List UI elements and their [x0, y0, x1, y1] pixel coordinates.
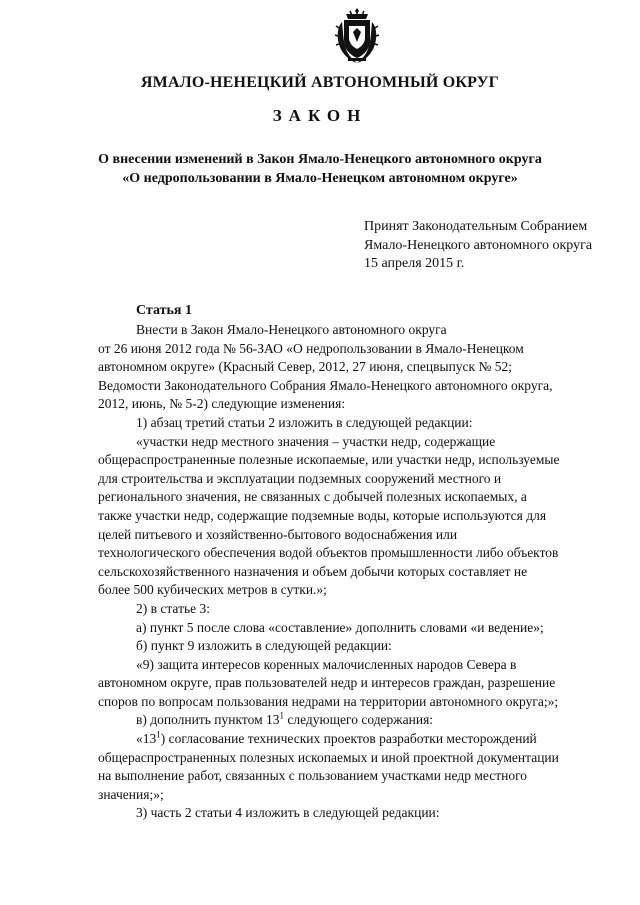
article-title: Статья 1	[136, 303, 192, 318]
text-line: для строительства и эксплуатации подземных сооружений местного и	[98, 470, 502, 486]
law-subtitle	[40, 150, 600, 188]
text-line: технологического обеспечения водой объектов промышленности либо объектов	[98, 545, 559, 561]
text-line: от 26 июня 2012 года № 56-ЗАО «О недропользовании в Ямало-Ненецком	[98, 340, 524, 356]
text-line	[98, 711, 612, 730]
text-line: общераспространенные полезные ископаемые, или участки недр, используемые	[98, 452, 560, 468]
text-fragment: «13	[136, 731, 157, 747]
text-line: Внести в Закон Ямало-Ненецкого автономного округа	[136, 322, 447, 337]
text-line: целей питьевого и хозяйственно-бытового водоснабжения или	[98, 526, 458, 542]
adoption-line: 15 апреля 2015 г.	[364, 256, 465, 271]
subtitle-line: «О недропользовании в Ямало-Ненецком автономном округе»	[122, 171, 518, 186]
text-line: «9) защита интересов коренных малочисленных народов Севера в	[136, 656, 517, 672]
text-line: 2) в статье 3:	[136, 600, 210, 616]
coat-of-arms-emblem-icon	[332, 6, 382, 66]
superscript: 1	[156, 730, 161, 740]
text-line: б) пункт 9 изложить в следующей редакции:	[136, 638, 392, 654]
text-line: 1) абзац третий статьи 2 изложить в следующей редакции:	[136, 414, 473, 430]
text-line: значения;»;	[98, 786, 164, 802]
text-fragment: в) дополнить пунктом 13	[136, 712, 280, 728]
text-line: на выполнение работ, связанных с пользованием участками недр местного	[98, 768, 528, 784]
text-line: также участки недр, содержащие подземные воды, которые используются для	[98, 507, 547, 523]
text-fragment: ) согласование технических проектов разработки месторождений	[160, 731, 537, 747]
text-line: а) пункт 5 после слова «составление» дополнить словами «и ведение»;	[136, 619, 544, 635]
adoption-line: Ямало-Ненецкого автономного округа	[364, 237, 593, 253]
article-body	[98, 321, 612, 823]
subtitle-line: О внесении изменений в Закон Ямало-Ненецкого автономного округа	[98, 152, 542, 167]
adoption-note	[364, 218, 592, 274]
text-line: споров по вопросам пользования недрами на территории автономного округа;»;	[98, 693, 559, 709]
text-line: «участки недр местного значения – участки недр, содержащие	[136, 433, 496, 449]
text-line: 3) часть 2 статьи 4 изложить в следующей редакции:	[136, 805, 440, 821]
superscript: 1	[279, 711, 284, 721]
text-line: регионального значения, не связанных с добычей полезных ископаемых, а	[98, 489, 527, 505]
text-line: сельскохозяйственного назначения и объем добычи которых составляет не	[98, 563, 528, 579]
text-line: Ведомости Законодательного Собрания Ямало-Ненецкого автономного округа,	[98, 377, 553, 393]
adoption-line: Принят Законодательным Собранием	[364, 219, 588, 234]
document-type: ЗАКОН	[272, 106, 368, 125]
text-line: более 500 кубических метров в сутки.»;	[98, 582, 327, 598]
text-line	[98, 730, 612, 749]
text-line: общераспространенных полезных ископаемых и иной проектной документации	[98, 749, 559, 765]
text-line: автономном округе, прав пользователей недр и интересов граждан, разрешение	[98, 675, 556, 691]
text-line: 2012, июнь, № 5-2) следующие изменения:	[98, 396, 346, 412]
text-fragment: следующего содержания:	[284, 712, 434, 728]
region-name: ЯМАЛО-НЕНЕЦКИЙ АВТОНОМНЫЙ ОКРУГ	[140, 74, 500, 91]
text-line: автономном округе» (Красный Север, 2012, 27 июня, спецвыпуск № 52;	[98, 359, 512, 375]
